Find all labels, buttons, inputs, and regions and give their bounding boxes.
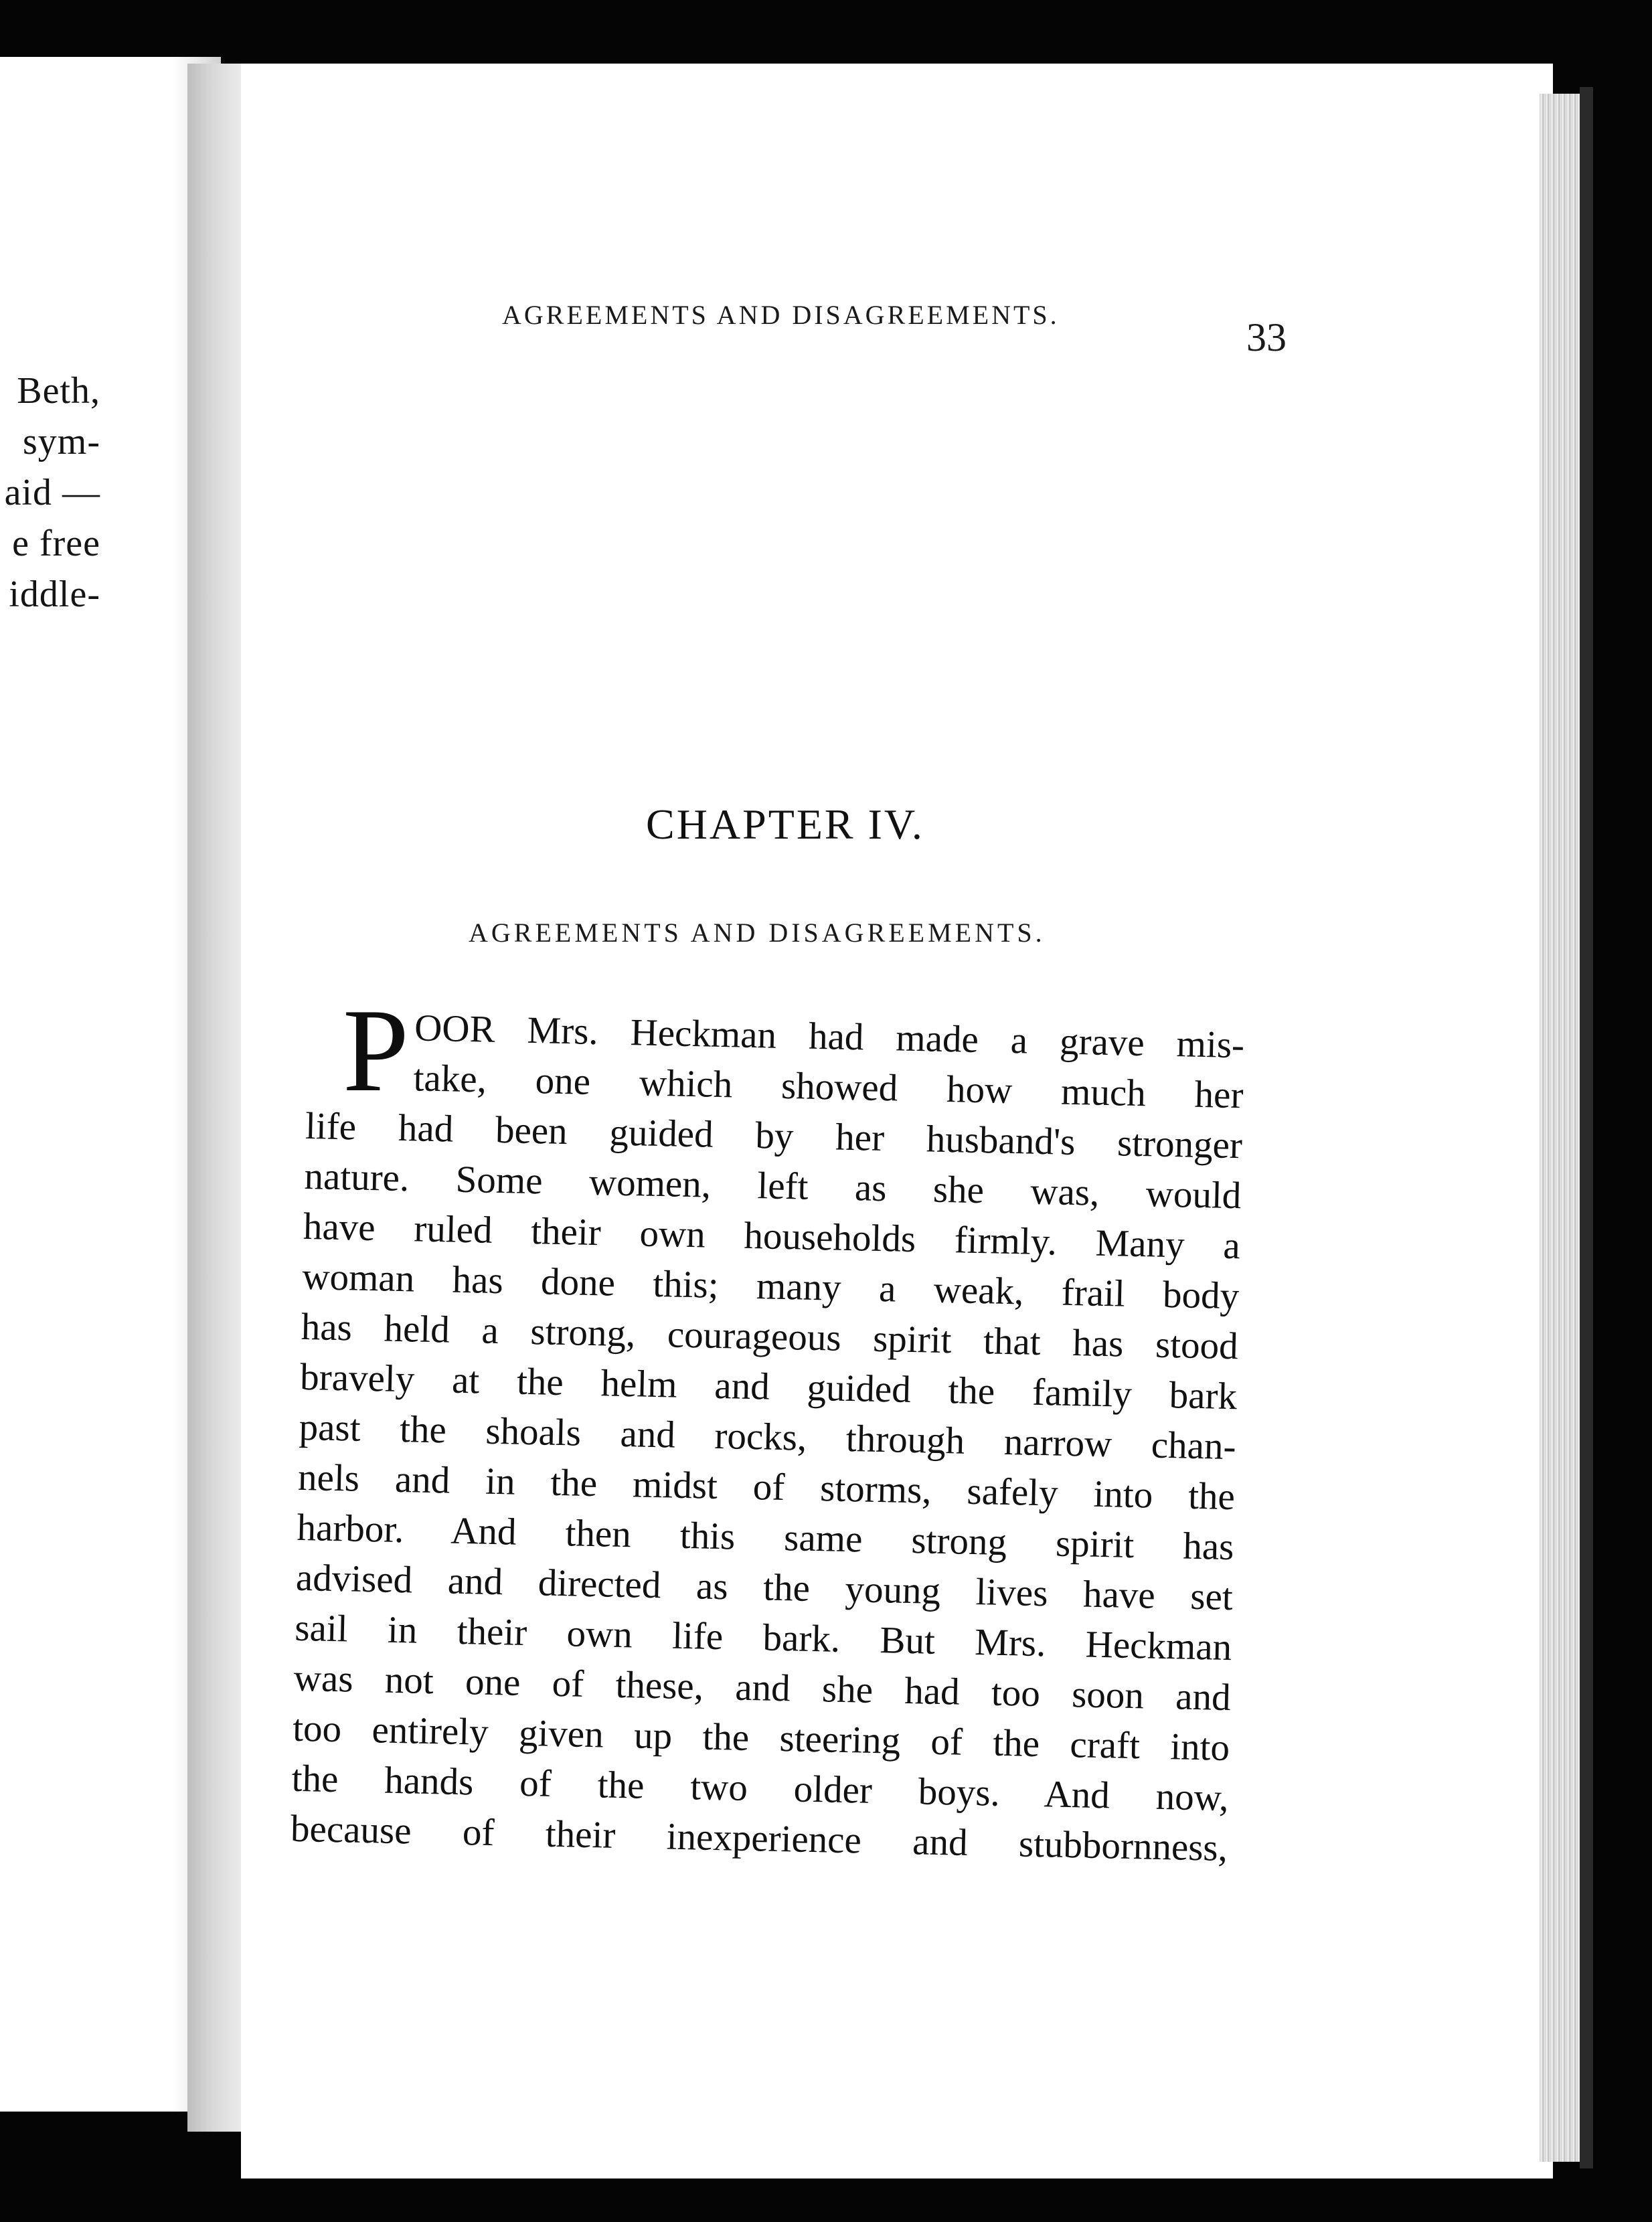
left-page-fragment: Beth, <box>17 370 100 412</box>
left-page-fragment: e free <box>12 523 100 564</box>
text-line: advised and directed as the young lives have set <box>295 1556 1234 1619</box>
text-line: bravely at the helm and guided the family bark <box>299 1355 1238 1418</box>
chapter-subtitle: AGREEMENTS AND DISAGREEMENTS. <box>469 918 1046 948</box>
text-line: because of their inexperience and stubbornness, <box>290 1807 1228 1870</box>
left-page-fragment: aid — <box>4 472 100 513</box>
text-line: past the shoals and rocks, through narrow chan- <box>299 1405 1237 1468</box>
page-number: 33 <box>1246 315 1287 359</box>
drop-cap: P <box>343 984 409 1116</box>
text-line: nels and in the midst of storms, safely into the <box>297 1456 1236 1519</box>
text-line: the hands of the two older boys. And now, <box>291 1757 1230 1820</box>
left-page-fragment: sym- <box>23 421 100 462</box>
chapter-title: CHAPTER IV. <box>646 800 924 848</box>
left-page-fragment: iddle- <box>9 574 100 615</box>
book-cover-edge <box>1580 87 1593 2168</box>
text-line: nature. Some women, left as she was, would <box>303 1155 1242 1217</box>
text-line: take, one which showed how much her <box>413 1057 1244 1117</box>
text-line: life had been guided by her husband's stronger <box>305 1104 1243 1167</box>
text-line: OOR Mrs. Heckman had made a grave mis- <box>414 1007 1245 1067</box>
text-line: has held a strong, courageous spirit that has stood <box>301 1305 1239 1368</box>
text-line: harbor. And then this same strong spirit has <box>296 1506 1234 1569</box>
text-line: woman has done this; many a weak, frail body <box>301 1255 1240 1318</box>
text-line: have ruled their own households firmly. Many a <box>303 1205 1241 1268</box>
text-line: sail in their own life bark. But Mrs. Heckman <box>294 1606 1232 1669</box>
text-line: was not one of these, and she had too soon and <box>293 1656 1232 1719</box>
text-line: too entirely given up the steering of the craft into <box>292 1707 1230 1770</box>
running-head: AGREEMENTS AND DISAGREEMENTS. <box>502 300 1060 330</box>
